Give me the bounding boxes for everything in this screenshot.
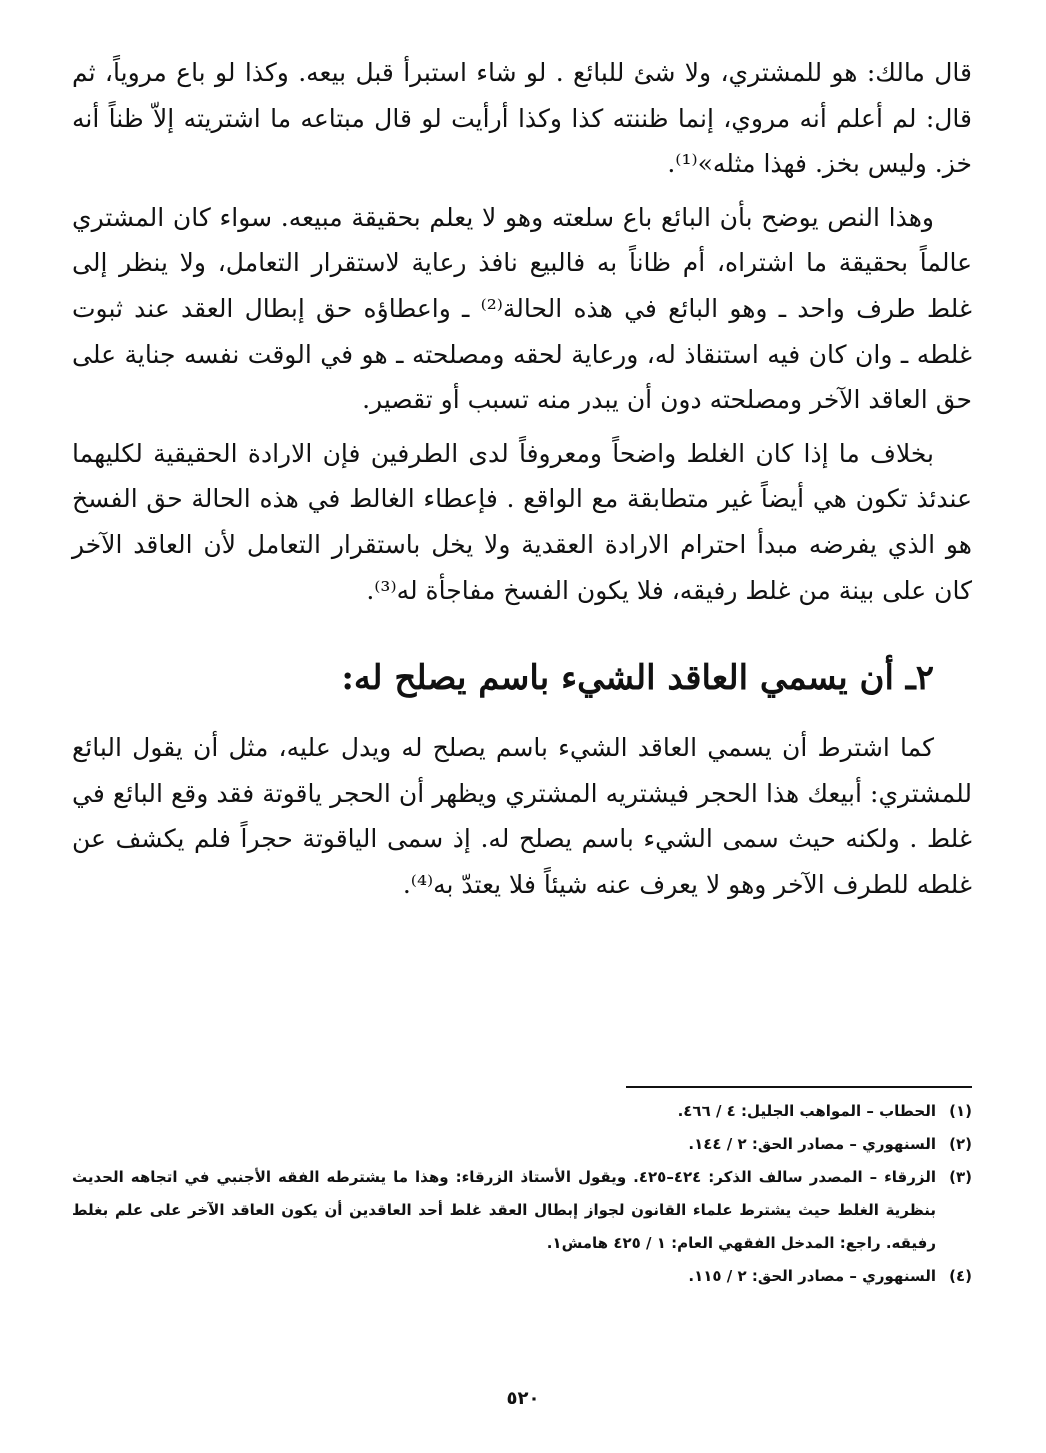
- footnote-text: السنهوري – مصادر الحق: ٢ / ١١٥.: [688, 1267, 936, 1285]
- paragraph-1: قال مالك: هو للمشتري، ولا شئ للبائع . لو شاء استبرأ قبل بيعه. وكذا لو باع مروياً، ثم قال: لم أعلم أنه مروي، إنما ظننته كذا وكذا أرأيت لو قال مبتاعه ما اشتريته إلاّ ظناً أنه خز. وليس بخز. فهذا مثله»⁽¹⁾.: [72, 58, 972, 179]
- footnote-number: (٤): [949, 1267, 972, 1285]
- footnote-divider: [626, 1086, 972, 1088]
- paragraph-4: كما اشترط أن يسمي العاقد الشيء باسم يصلح له ويدل عليه، مثل أن يقول البائع للمشتري: أبيعك هذا الحجر فيشتريه المشتري ويظهر أن الحجر ياقوتة فقد وقع البائع في غلط . ولكنه حيث سمى الشيء باسم يصلح له. إذ سمى الياقوتة حجراً فلم يكشف عن غلطه للطرف الآخر وهو لا يعرف عنه شيئاً فلا يعتدّ به⁽⁴⁾.: [72, 733, 972, 899]
- footnote-text: السنهوري – مصادر الحق: ٢ / ١٤٤.: [688, 1135, 936, 1153]
- paragraph-3: بخلاف ما إذا كان الغلط واضحاً ومعروفاً لدى الطرفين فإن الارادة الحقيقية لكليهما عندئذ تكون هي أيضاً غير متطابقة مع الواقع . فإعطاء الغالط في هذه الحالة حق الفسخ هو الذي يفرضه مبدأ احترام الارادة العقدية ولا يخل باستقرار التعامل لأن العاقد الآخر كان على بينة من غلط رفيقه، فلا يكون الفسخ مفاجأة له⁽³⁾.: [72, 438, 972, 605]
- footnote-text: الحطاب – المواهب الجليل: ٤ / ٤٦٦.: [677, 1102, 936, 1120]
- footnote-4: [72, 1260, 972, 1293]
- footnote-2: [72, 1128, 972, 1161]
- footnote-number: (١): [949, 1102, 972, 1120]
- footnote-3: [72, 1161, 972, 1260]
- footnotes: [72, 1095, 972, 1293]
- footnote-number: (٣): [949, 1168, 972, 1186]
- footnote-text: الزرقاء – المصدر سالف الذكر: ٤٢٤–٤٢٥. ويقول الأستاذ الزرقاء: وهذا ما يشترطه الفقه الأجنبي في اتجاهه الحديث بنظرية الغلط حيث يشترط علماء القانون لجواز إبطال العقد غلط أحد العاقدين أن يكون العاقد الآخر على علم بغلط رفيقه. راجع: المدخل الفقهي العام: ١ / ٤٢٥ هامش١.: [72, 1168, 936, 1252]
- page-number: ٥٢٠: [506, 1388, 540, 1409]
- main-text: [72, 50, 972, 916]
- footnote-1: [72, 1095, 972, 1128]
- paragraph-2: وهذا النص يوضح بأن البائع باع سلعته وهو لا يعلم بحقيقة مبيعه. سواء كان المشتري عالماً بحقيقة ما اشتراه، أم ظاناً به فالبيع نافذ رعاية لاستقرار التعامل، ولا ينظر إلى غلط طرف واحد ـ وهو البائع في هذه الحالة⁽²⁾ ـ واعطاؤه حق إبطال العقد عند ثبوت غلطه ـ وان كان فيه استنقاذ له، ورعاية لحقه ومصلحته ـ هو في الوقت نفسه جناية على حق العاقد الآخر ومصلحته دون أن يبدر منه تسبب أو تقصير.: [72, 202, 973, 415]
- section-heading: ٢ـ أن يسمي العاقد الشيء باسم يصلح له:: [341, 658, 934, 699]
- footnote-number: (٢): [949, 1135, 972, 1153]
